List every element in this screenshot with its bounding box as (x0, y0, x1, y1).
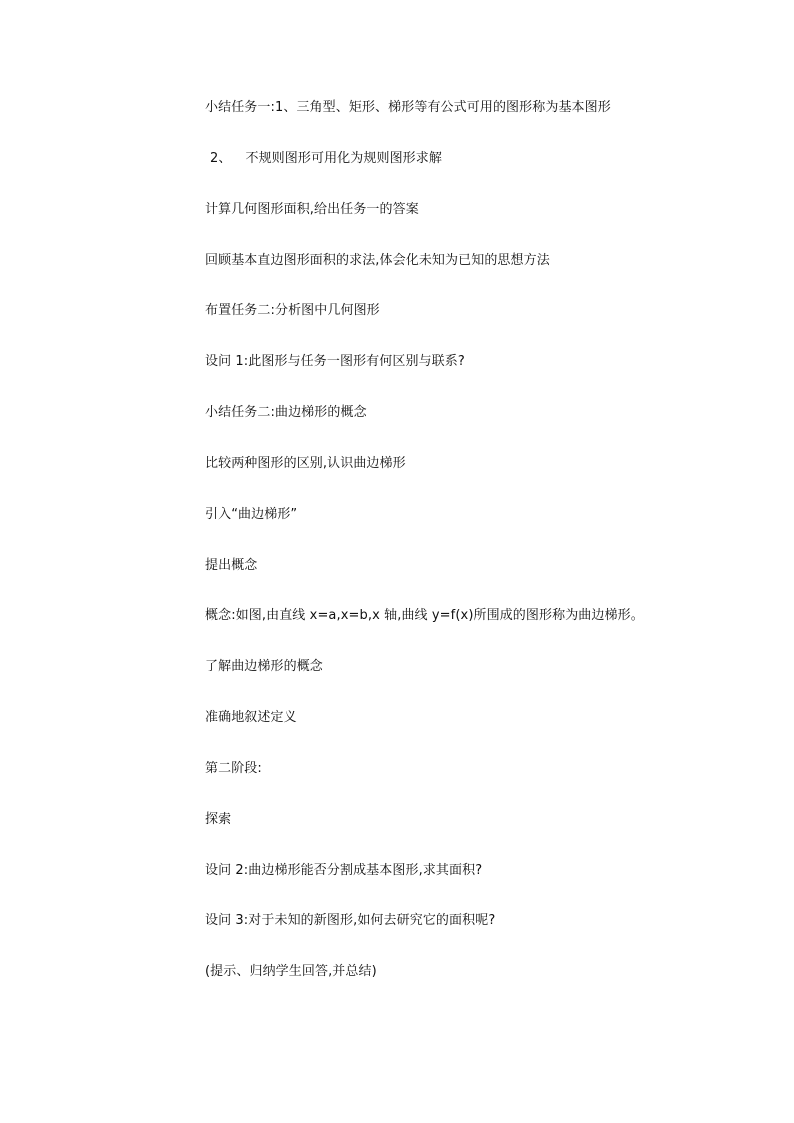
summary-task-two: 小结任务二:曲边梯形的概念 (205, 405, 367, 420)
summary-task-one-line: 小结任务一:1、三角型、矩形、梯形等有公式可用的图形称为基本图形 (205, 100, 611, 115)
text-line: 提出概念 (205, 558, 258, 573)
text-line: 回顾基本直边图形面积的求法,体会化未知为已知的思想方法 (205, 253, 550, 268)
list-text: 不规则图形可用化为规则图形求解 (245, 151, 442, 166)
text-line: 探索 (205, 812, 232, 827)
stage-two-heading: 第二阶段: (205, 761, 262, 776)
text-line: 准确地叙述定义 (205, 710, 297, 725)
question-three: 设问 3:对于未知的新图形,如何去研究它的面积呢? (205, 913, 496, 928)
hint-note: (提示、归纳学生回答,并总结) (205, 964, 377, 979)
text-line: 了解曲边梯形的概念 (205, 659, 323, 674)
list-number: 2、 (210, 151, 232, 166)
question-one: 设问 1:此图形与任务一图形有何区别与联系? (205, 354, 465, 369)
summary-task-one-item-two (210, 150, 442, 168)
concept-definition: 概念:如图,由直线 x=a,x=b,x 轴,曲线 y=f(x)所围成的图形称为曲边梯形。 (205, 608, 644, 623)
text-line: 布置任务二:分析图中几何图形 (205, 303, 380, 318)
text-line: 计算几何图形面积,给出任务一的答案 (205, 202, 419, 217)
text-line: 引入“曲边梯形” (205, 507, 298, 522)
question-two: 设问 2:曲边梯形能否分割成基本图形,求其面积? (205, 863, 483, 878)
text-line: 比较两种图形的区别,认识曲边梯形 (205, 456, 406, 471)
